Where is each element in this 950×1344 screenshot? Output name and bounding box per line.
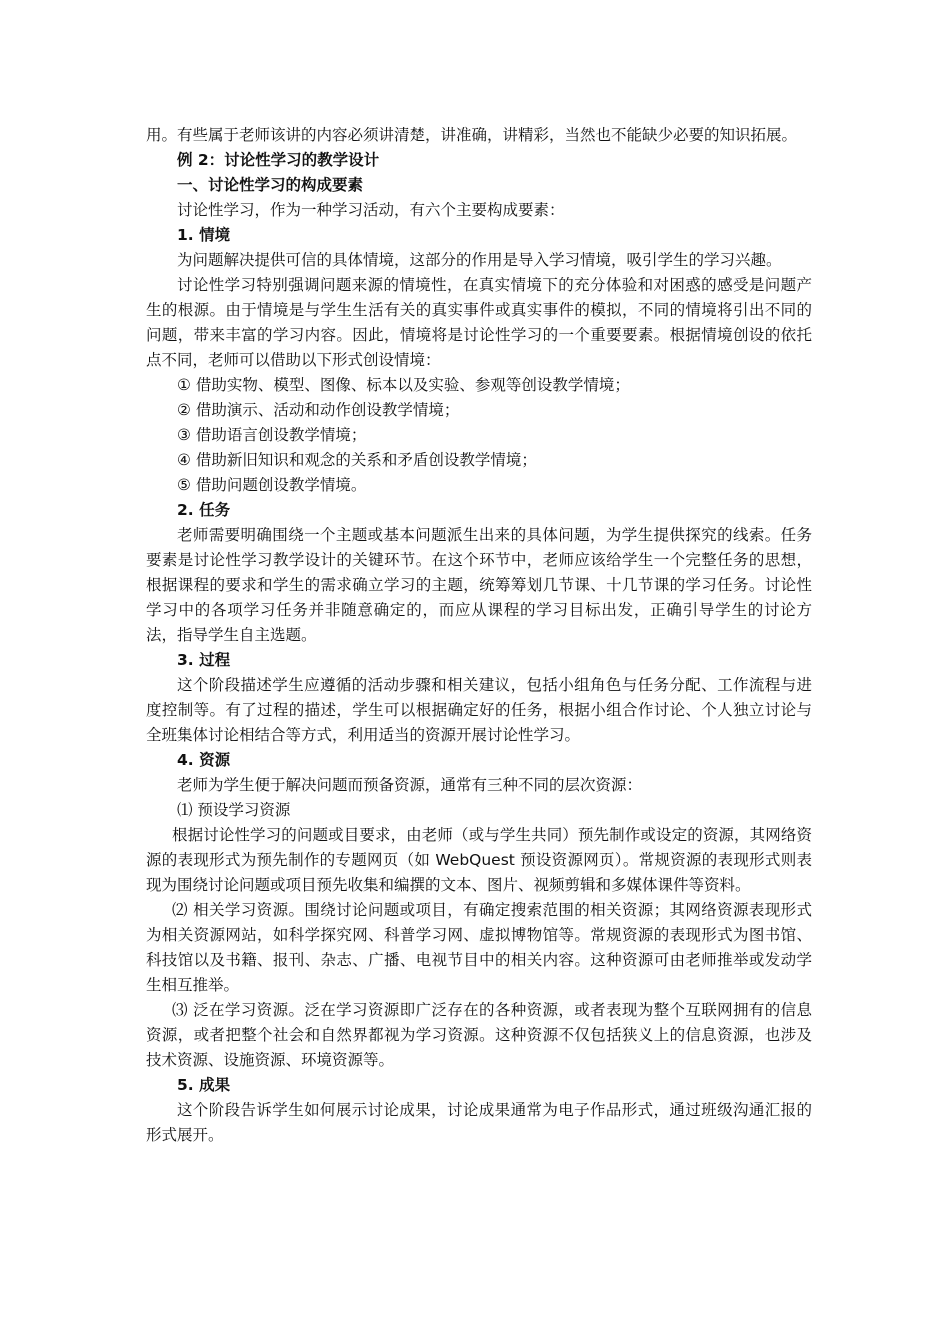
paragraph: ⑵ 相关学习资源。围绕讨论问题或项目，有确定搜索范围的相关资源；其网络资源表现形式为相关资源网站，如科学探究网、科普学习网、虚拟博物馆等。常规资源的表现形式为图书馆、科技馆以及书籍、报刊、杂志、广播、电视节目中的相关内容。这种资源可由老师推举或发动学生相互推举。 [146, 901, 812, 994]
section-heading: 一、讨论性学习的构成要素 [177, 176, 364, 194]
subsection-heading-situation: 1. 情境 [177, 226, 231, 244]
list-item: ③ 借助语言创设教学情境； [177, 426, 367, 444]
document-body [146, 123, 812, 1148]
paragraph: ⑶ 泛在学习资源。泛在学习资源即广泛存在的各种资源，或者表现为整个互联网拥有的信息资源，或者把整个社会和自然界都视为学习资源。这种资源不仅包括狭义上的信息资源，也涉及技术资源、设施资源、环境资源等。 [146, 1001, 812, 1069]
paragraph: 这个阶段描述学生应遵循的活动步骤和相关建议，包括小组角色与任务分配、工作流程与进度控制等。有了过程的描述，学生可以根据确定好的任务，根据小组合作讨论、个人独立讨论与全班集体讨论相结合等方式，利用适当的资源开展讨论性学习。 [146, 676, 812, 744]
paragraph: 老师需要明确围绕一个主题或基本问题派生出来的具体问题，为学生提供探究的线索。任务要素是讨论性学习教学设计的关键环节。在这个环节中，老师应该给学生一个完整任务的思想，根据课程的要求和学生的需求确立学习的主题，统筹筹划几节课、十几节课的学习任务。讨论性学习中的各项学习任务并非随意确定的，而应从课程的学习目标出发，正确引导学生的讨论方法，指导学生自主选题。 [146, 526, 812, 644]
subsection-heading-outcome: 5. 成果 [177, 1076, 231, 1094]
list-item: ② 借助演示、活动和动作创设教学情境； [177, 401, 460, 419]
paragraph: 老师为学生便于解决问题而预备资源，通常有三种不同的层次资源： [177, 776, 643, 794]
subsection-heading-resources: 4. 资源 [177, 751, 231, 769]
paragraph: 讨论性学习，作为一种学习活动，有六个主要构成要素： [177, 201, 565, 219]
paragraph: 为问题解决提供可信的具体情境，这部分的作用是导入学习情境，吸引学生的学习兴趣。 [177, 251, 782, 269]
list-item: ④ 借助新旧知识和观念的关系和矛盾创设教学情境； [177, 451, 537, 469]
paragraph: 讨论性学习特别强调问题来源的情境性，在真实情境下的充分体验和对困惑的感受是问题产生的根源。由于情境是与学生生活有关的真实事件或真实事件的模拟，不同的情境将引出不同的问题，带来丰富的学习内容。因此，情境将是讨论性学习的一个重要要素。根据情境创设的依托点不同，老师可以借助以下形式创设情境： [146, 276, 812, 369]
list-item: ⑤ 借助问题创设教学情境。 [177, 476, 367, 494]
paragraph: 根据讨论性学习的问题或目要求，由老师（或与学生共同）预先制作或设定的资源，其网络资源的表现形式为预先制作的专题网页（如 WebQuest 预设资源网页）。常规资源的表现形式则表现为围绕讨论问题或项目预先收集和编撰的文本、图片、视频剪辑和多媒体课件等资料。 [146, 826, 812, 894]
example-heading: 例 2：讨论性学习的教学设计 [177, 151, 380, 169]
subsection-heading-process: 3. 过程 [177, 651, 231, 669]
paragraph: 用。有些属于老师该讲的内容必须讲清楚，讲准确，讲精彩，当然也不能缺少必要的知识拓展。 [146, 126, 798, 144]
list-item: ① 借助实物、模型、图像、标本以及实验、参观等创设教学情境； [177, 376, 630, 394]
paragraph: 这个阶段告诉学生如何展示讨论成果，讨论成果通常为电子作品形式，通过班级沟通汇报的形式展开。 [146, 1101, 812, 1144]
paragraph: ⑴ 预设学习资源 [177, 801, 291, 819]
subsection-heading-task: 2. 任务 [177, 501, 231, 519]
